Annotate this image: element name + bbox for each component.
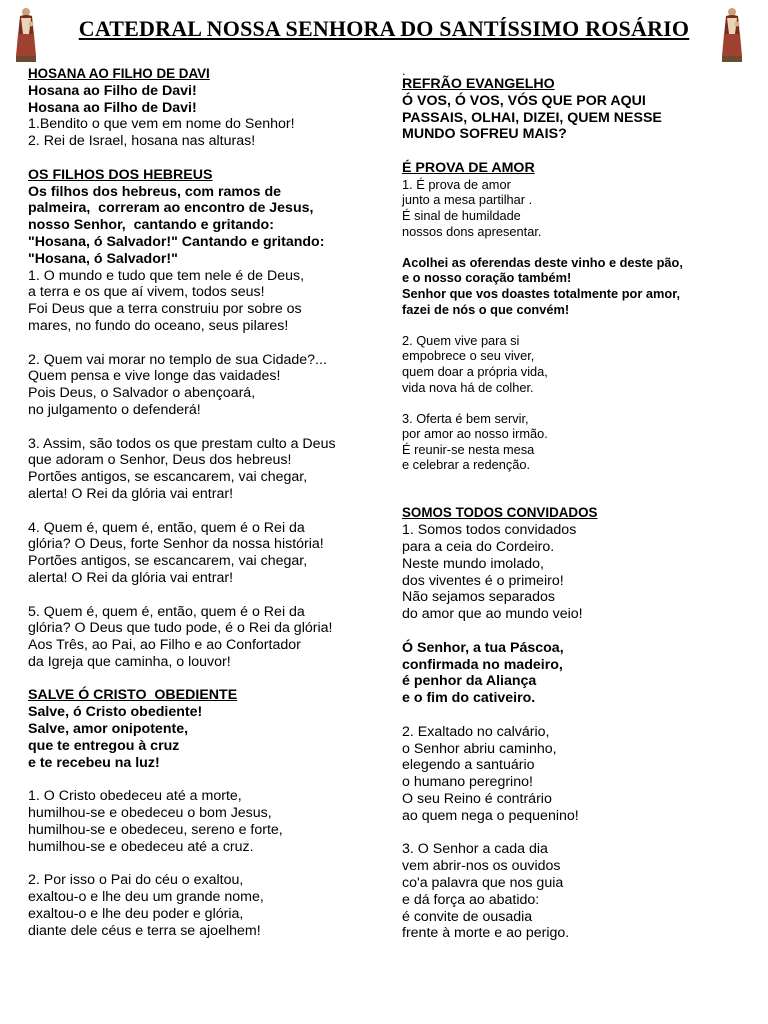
verse-2 xyxy=(28,352,378,419)
refrain xyxy=(402,255,742,317)
lyric-line: Salve, amor onipotente, xyxy=(28,721,189,738)
lyric-line: 1. É prova de amor xyxy=(402,176,511,192)
lyric-line: a terra e os que aí vivem, todos seus! xyxy=(28,284,265,301)
lyric-line: glória? O Deus que tudo pode, é o Rei da glória! xyxy=(28,620,333,637)
lyric-line: Acolhei as oferendas deste vinho e deste pão, xyxy=(402,254,683,270)
right-column xyxy=(402,63,742,942)
lyric-line: co'a palavra que nos guia xyxy=(402,874,564,891)
lyric-line: elegendo a santuário xyxy=(402,757,535,774)
lyric-line: 3. Oferta é bem servir, xyxy=(402,410,529,426)
lyric-line: quem doar a própria vida, xyxy=(402,363,548,379)
lyric-line: Aos Três, ao Pai, ao Filho e ao Confortador xyxy=(28,637,301,654)
lyric-line: Os filhos dos hebreus, com ramos de xyxy=(28,183,282,200)
lyric-line: 2. Quem vive para si xyxy=(402,332,520,348)
lyric-line: humilhou-se e obedeceu, sereno e forte, xyxy=(28,821,283,838)
lyric-line: diante dele céus e terra se ajoelhem! xyxy=(28,922,261,939)
hymn-heading: SOMOS TODOS CONVIDADOS xyxy=(402,505,598,521)
verse-3 xyxy=(28,436,378,503)
lyric-line: da Igreja que caminha, o louvor! xyxy=(28,653,231,670)
lyric-line: Foi Deus que a terra construiu por sobre os xyxy=(28,301,302,318)
lyric-line: e te recebeu na luz! xyxy=(28,754,160,771)
lyric-line: 3. O Senhor a cada dia xyxy=(402,841,548,858)
lyric-line: do amor que ao mundo veio! xyxy=(402,606,583,623)
verse-2 xyxy=(402,333,742,395)
verse-2 xyxy=(402,724,742,825)
refrain xyxy=(402,640,742,707)
lyric-line: "Hosana, ó Salvador!" Cantando e gritando: xyxy=(28,233,325,250)
lyric-line: MUNDO SOFREU MAIS? xyxy=(402,126,567,143)
hymn-heading: É PROVA DE AMOR xyxy=(402,159,535,176)
verse-2 xyxy=(28,872,378,939)
lyric-line: É sinal de humildade xyxy=(402,207,521,223)
lyric-line: Ó Senhor, a tua Páscoa, xyxy=(402,639,564,656)
hymn-heading: OS FILHOS DOS HEBREUS xyxy=(28,166,213,183)
refrain xyxy=(28,83,378,117)
lyric-line: e dá força ao abatido: xyxy=(402,891,540,908)
lyric-line: vem abrir-nos os ouvidos xyxy=(402,858,561,875)
refrain xyxy=(28,704,378,771)
hymn-filhos-dos-hebreus xyxy=(28,167,378,671)
lyric-line: o Senhor abriu caminho, xyxy=(402,740,557,757)
lyric-line: 1. O mundo e tudo que tem nele é de Deus, xyxy=(28,267,305,284)
lyric-line: Senhor que vos doastes totalmente por amor, xyxy=(402,285,681,301)
lyric-line: mares, no fundo do oceano, seus pilares! xyxy=(28,317,289,334)
lyric-line: que te entregou à cruz xyxy=(28,737,180,754)
lyric-line: Quem pensa e vive longe das vaidades! xyxy=(28,368,281,385)
lyric-line: Portões antigos, se escancarem, vai chegar, xyxy=(28,553,308,570)
verse-1 xyxy=(28,268,378,335)
lyric-line: Portões antigos, se escancarem, vai chegar, xyxy=(28,469,308,486)
verse-4 xyxy=(28,520,378,587)
lyric-line: e o nosso coração também! xyxy=(402,270,572,286)
lyric-line: nossos dons apresentar. xyxy=(402,223,542,239)
refrain xyxy=(402,93,742,143)
refrain xyxy=(28,184,378,268)
lyric-line: Pois Deus, o Salvador o abençoará, xyxy=(28,385,256,402)
lyric-line: 1. Somos todos convidados xyxy=(402,522,577,539)
lyric-line: 2. Quem vai morar no templo de sua Cidade?... xyxy=(28,351,327,368)
lyric-line: "Hosana, ó Salvador!" xyxy=(28,250,178,267)
hymn-hosana xyxy=(28,66,378,150)
lyric-line: confirmada no madeiro, xyxy=(402,656,563,673)
lyric-line: 5. Quem é, quem é, então, quem é o Rei da xyxy=(28,603,305,620)
lyric-line: o humano peregrino! xyxy=(402,774,533,791)
lyric-line: é convite de ousadia xyxy=(402,908,533,925)
hymn-heading: SALVE Ó CRISTO OBEDIENTE xyxy=(28,687,238,704)
lyric-line: exaltou-o e lhe deu poder e glória, xyxy=(28,905,244,922)
hymn-salve-cristo xyxy=(28,687,378,939)
hymn-refrao-evangelho xyxy=(402,76,742,143)
statue-left-icon xyxy=(12,6,40,64)
lyric-line: empobrece o seu viver, xyxy=(402,348,535,364)
lyric-line: e o fim do cativeiro. xyxy=(402,690,536,707)
lyric-line: fazei de nós o que convém! xyxy=(402,301,570,317)
lyric-line: que adoram o Senhor, Deus dos hebreus! xyxy=(28,452,292,469)
lyric-line: ao quem nega o pequenino! xyxy=(402,807,579,824)
lyric-line: é penhor da Aliança xyxy=(402,673,537,690)
lyric-line: glória? O Deus, forte Senhor da nossa história! xyxy=(28,536,324,553)
lyric-line: alerta! O Rei da glória vai entrar! xyxy=(28,569,234,586)
verse-1 xyxy=(402,177,742,239)
lyric-line: 2. Exaltado no calvário, xyxy=(402,723,550,740)
lyric-line: Neste mundo imolado, xyxy=(402,555,544,572)
page-title: CATEDRAL NOSSA SENHORA DO SANTÍSSIMO ROSÁRIO xyxy=(78,16,690,41)
lyric-line: humilhou-se e obedeceu até a cruz. xyxy=(28,838,254,855)
lyric-line: para a ceia do Cordeiro. xyxy=(402,539,555,556)
lyric-line: 2. Rei de Israel, hosana nas alturas! xyxy=(28,133,256,150)
lyric-line: por amor ao nosso irmão. xyxy=(402,426,548,442)
verse-5 xyxy=(28,604,378,671)
lyric-line: alerta! O Rei da glória vai entrar! xyxy=(28,485,234,502)
lyric-line: 4. Quem é, quem é, então, quem é o Rei da xyxy=(28,519,305,536)
statue-right-icon xyxy=(718,6,746,64)
lyric-line: É reunir-se nesta mesa xyxy=(402,441,535,457)
hymn-somos-todos-convidados xyxy=(402,505,742,942)
lyric-line: dos viventes é o primeiro! xyxy=(402,572,564,589)
lyric-line: O seu Reino é contrário xyxy=(402,791,552,807)
lyric-line: palmeira, correram ao encontro de Jesus, xyxy=(28,200,314,217)
lyric-line: 2. Por isso o Pai do céu o exaltou, xyxy=(28,872,244,889)
lyric-line: frente à morte e ao perigo. xyxy=(402,925,570,942)
lyric-line: exaltou-o e lhe deu um grande nome, xyxy=(28,889,264,906)
lyric-line: 3. Assim, são todos os que prestam culto a Deus xyxy=(28,435,336,452)
lyric-line: 1. O Cristo obedeceu até a morte, xyxy=(28,788,242,805)
lyric-line: Hosana ao Filho de Davi! xyxy=(28,99,197,116)
stray-dot: . xyxy=(402,63,406,78)
lyric-line: PASSAIS, OLHAI, DIZEI, QUEM NESSE xyxy=(402,109,662,126)
verse-3 xyxy=(402,841,742,942)
lyric-line: humilhou-se e obedeceu o bom Jesus, xyxy=(28,805,272,822)
lyric-line: Hosana ao Filho de Davi! xyxy=(28,82,197,99)
lyric-line: junto a mesa partilhar . xyxy=(402,192,533,208)
lyric-line: vida nova há de colher. xyxy=(402,379,534,395)
lyric-line: 1.Bendito o que vem em nome do Senhor! xyxy=(28,116,295,133)
lyric-line: nosso Senhor, cantando e gritando: xyxy=(28,217,274,234)
verse-3 xyxy=(402,411,742,473)
hymn-heading: HOSANA AO FILHO DE DAVI xyxy=(28,66,210,81)
verse-1 xyxy=(28,788,378,855)
verse-1 xyxy=(402,522,742,623)
lyric-line: Salve, ó Cristo obediente! xyxy=(28,704,203,721)
lyric-line: no julgamento o defenderá! xyxy=(28,401,201,418)
hymn-prova-de-amor xyxy=(402,160,742,473)
lyric-line: Ó VOS, Ó VOS, VÓS QUE POR AQUI xyxy=(402,92,646,109)
hymn-heading: REFRÃO EVANGELHO xyxy=(402,76,555,92)
left-column xyxy=(28,66,378,939)
lyric-line: e celebrar a redenção. xyxy=(402,457,531,473)
lyric-line: Não sejamos separados xyxy=(402,589,555,606)
verses xyxy=(28,116,378,150)
